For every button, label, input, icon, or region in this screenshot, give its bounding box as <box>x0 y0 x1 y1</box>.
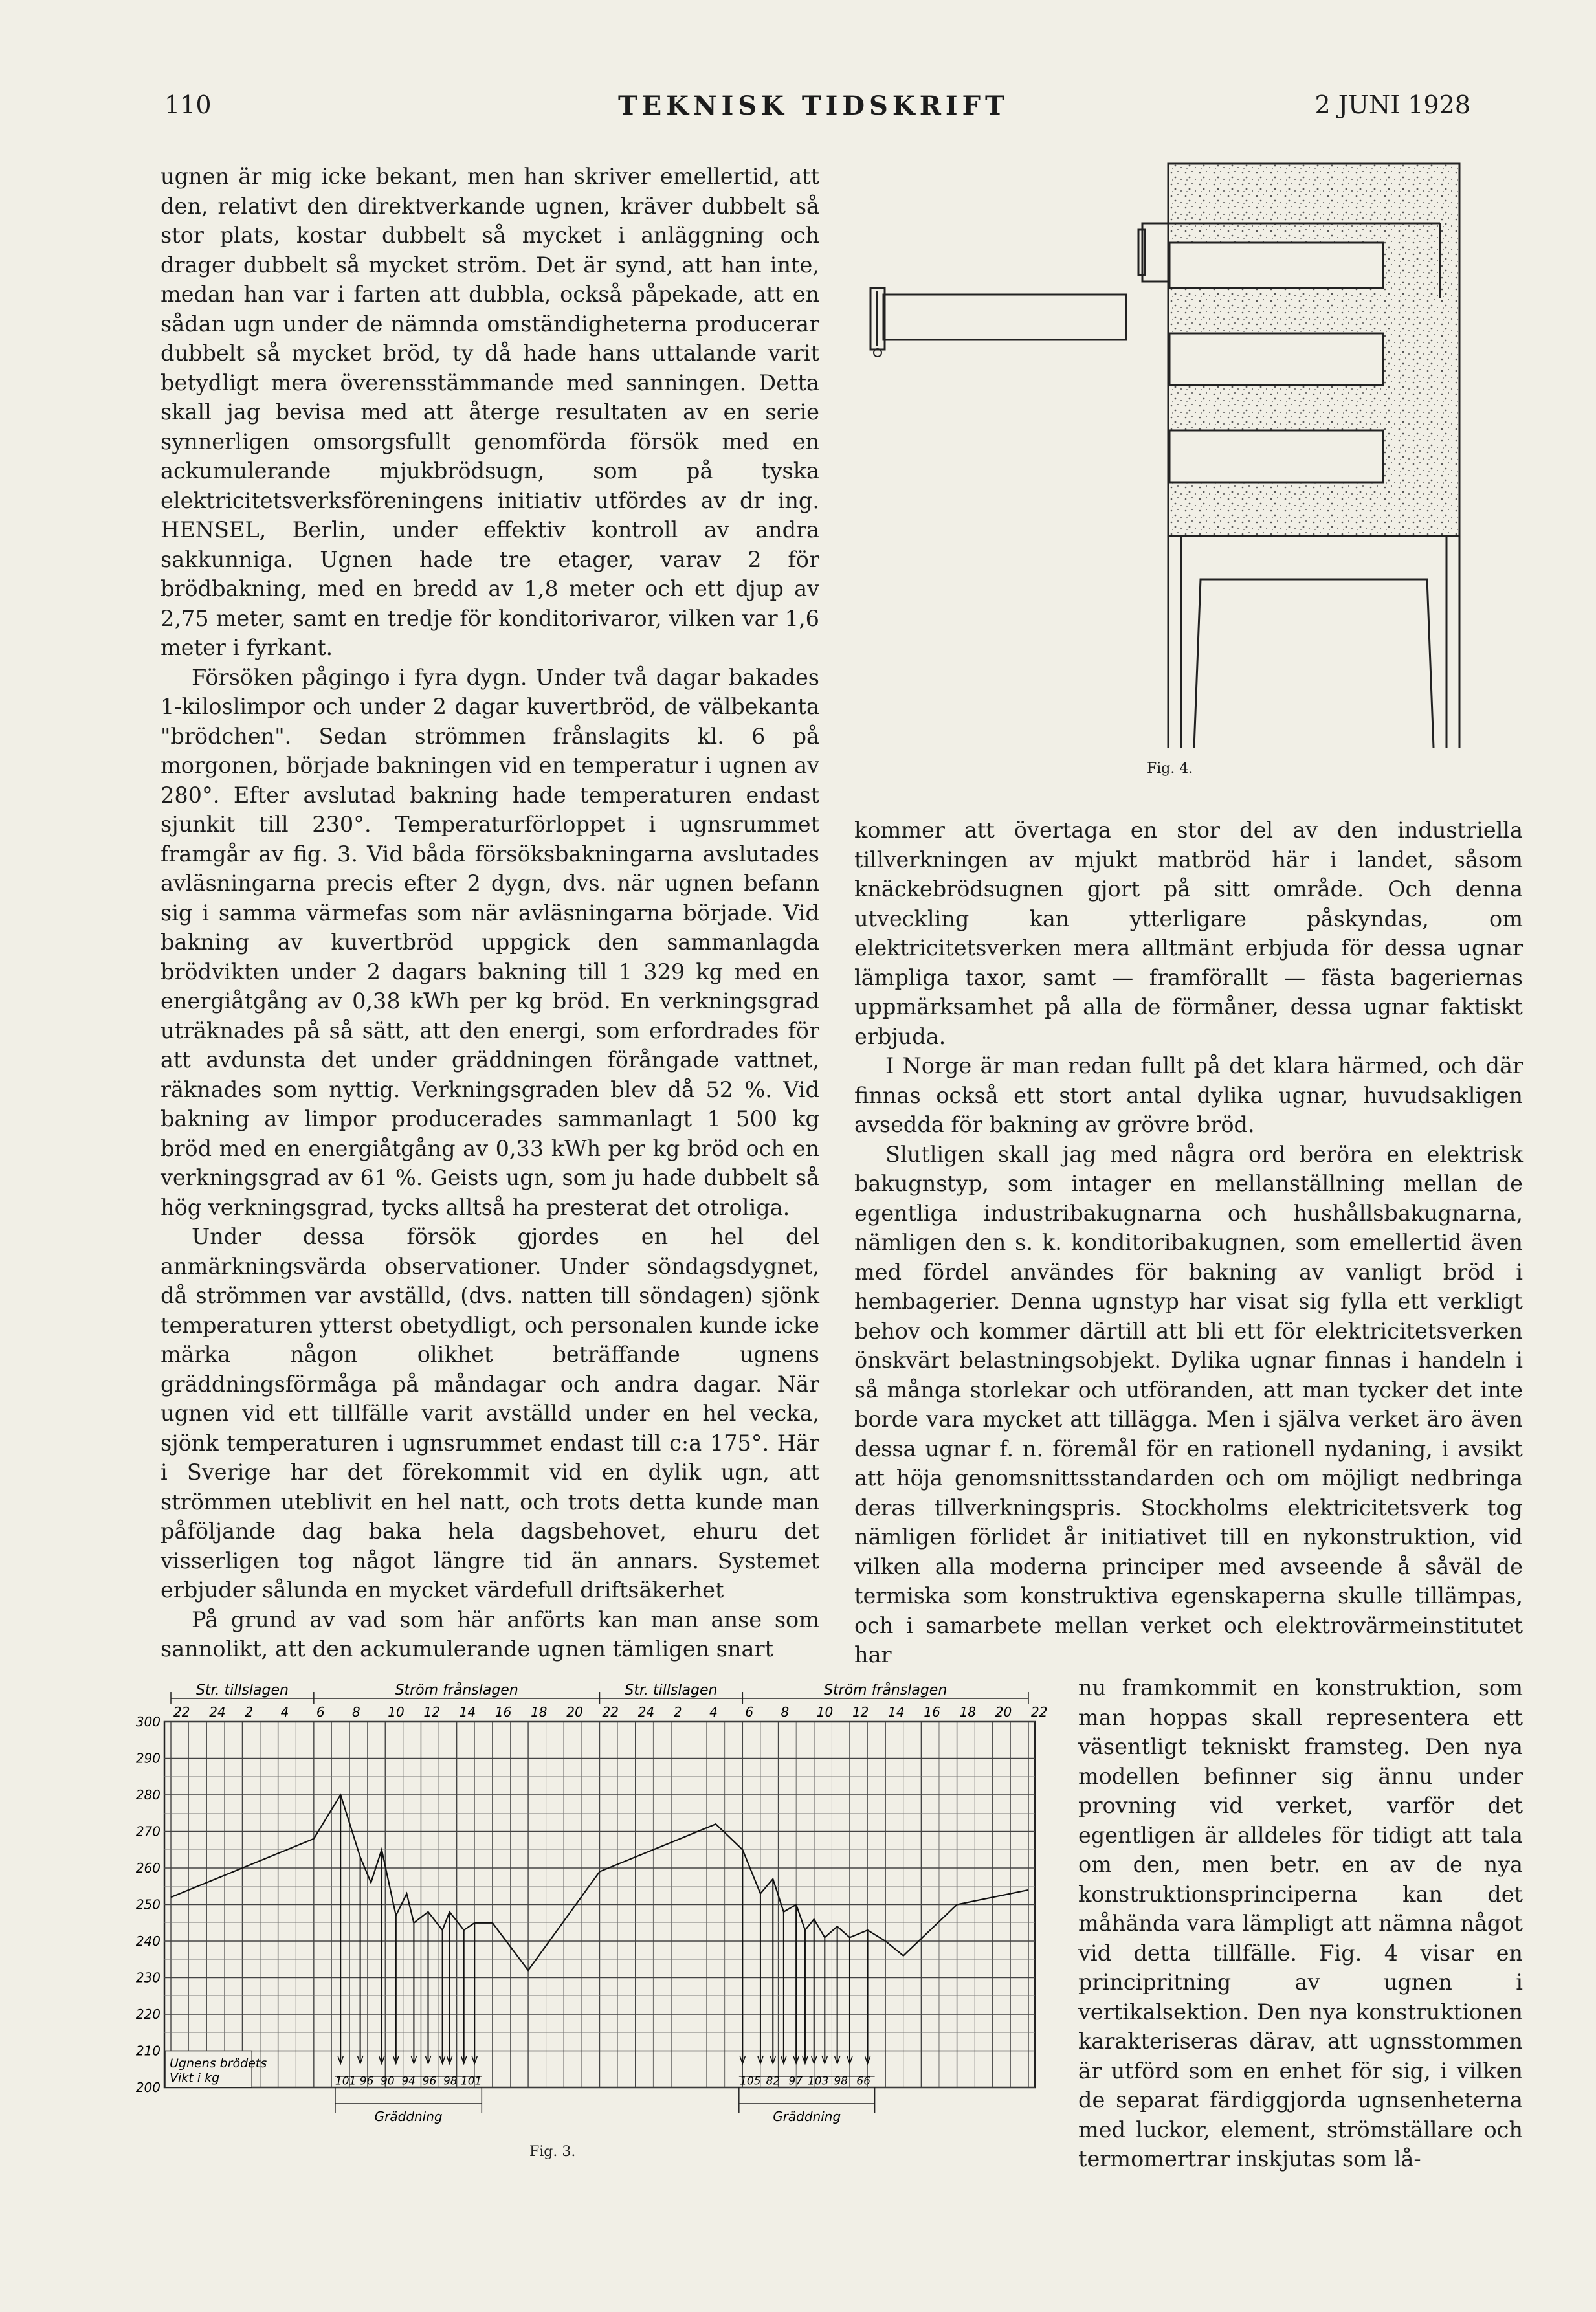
x-tick-label: 14 <box>888 1704 905 1720</box>
y-tick-label: 210 <box>135 2043 161 2059</box>
page-number: 110 <box>164 91 212 119</box>
weight-value: 90 <box>380 2074 395 2088</box>
switch-label: Ström frånslagen <box>395 1682 518 1698</box>
baking-label: Gräddning <box>374 2109 443 2124</box>
weight-label-line2: Vikt i kg <box>170 2071 220 2085</box>
y-tick-label: 300 <box>135 1714 161 1729</box>
x-tick-label: 22 <box>173 1704 190 1720</box>
weight-value: 101 <box>460 2074 482 2088</box>
x-tick-label: 16 <box>924 1704 940 1720</box>
x-tick-label: 18 <box>959 1704 977 1720</box>
x-tick-label: 2 <box>245 1704 254 1720</box>
y-tick-label: 260 <box>135 1860 161 1876</box>
y-tick-label: 220 <box>135 2006 161 2022</box>
left-column <box>161 162 819 1679</box>
y-tick-label: 200 <box>135 2080 161 2095</box>
paragraph: Slutligen skall jag med några ord beröra en elektrisk bakugnstyp, som intager en mellanställning mellan de egentliga industribakugnarna och hushållsbakugnarna, nämligen den s. k. konditoribakugnen, som emellertid även med fördel användes för bakning av vanligt bröd i hembagerier. Denna ugnstyp har visat sig fylla ett verkligt behov och kommer därtill att bli ett för elektricitetsverken önskvärt belastningsobjekt. Dylika ugnar finnas i handeln i så många storlekar och utföranden, att man tycker det inte borde vara mycket att tillägga. Men i själva verket äro även dessa ugnar f. n. föremål för en rationell nydaning, i avsikt att höja genomsnittsstandarden och om möjligt nedbringa deras tillverkningspris. Stockholms elektricitetsverk tog nämligen förlidet år initiativet till en nykonstruktion, vid vilken alla moderna principer med avseende å såväl de termiska som konstruktiva egenskaperna skulle tillämpas, och i samarbete mellan verket och elektrovärmeinstitutet har <box>854 1141 1523 1667</box>
paragraph: I Norge är man redan fullt på det klara härmed, och där finnas också ett stort antal dylika ugnar, huvudsakligen avsedda för bakning av grövre bröd. <box>854 1053 1523 1137</box>
y-tick-labels <box>136 1714 161 2095</box>
fig3-caption: Fig. 3. <box>529 2144 576 2160</box>
fig4-caption: Fig. 4. <box>1147 761 1193 777</box>
weight-value: 98 <box>443 2074 458 2088</box>
x-tick-label: 16 <box>494 1704 512 1720</box>
y-tick-label: 270 <box>135 1823 161 1840</box>
x-tick-label: 6 <box>316 1704 325 1720</box>
weight-value: 94 <box>401 2074 416 2088</box>
issue-date: 2 JUNI 1928 <box>1314 91 1470 119</box>
baking-label: Gräddning <box>773 2109 841 2124</box>
chart-grid <box>164 1722 1035 2087</box>
weight-value: 96 <box>422 2074 437 2088</box>
y-tick-label: 290 <box>135 1750 161 1766</box>
fig3-temperature-chart <box>135 1673 1061 2146</box>
right-column-top <box>854 816 1523 1673</box>
switch-label: Str. tillslagen <box>195 1682 289 1698</box>
x-tick-label: 8 <box>781 1704 790 1720</box>
x-tick-label: 12 <box>423 1704 440 1720</box>
x-tick-labels <box>173 1704 1047 1720</box>
weight-value: 105 <box>740 2074 761 2088</box>
x-tick-label: 14 <box>459 1704 476 1720</box>
journal-title: TEKNISK TIDSKRIFT <box>618 91 1009 121</box>
switch-label: Ström frånslagen <box>824 1682 948 1698</box>
x-tick-label: 10 <box>816 1704 834 1720</box>
paragraph: ugnen är mig icke bekant, men han skriver emellertid, att den, relativt den direktverkande ugnen, kräver dubbelt så stor plats, kostar dubbelt så mycket i anläggning och drager dubbelt så mycket ström. Det är synd, att han inte, medan han var i farten att dubbla, också påpekade, att en sådan ugn under de nämnda omständigheterna producerar dubbelt så mycket bröd, ty då hade hans uttalande varit betydligt mera överensstämmande med sanningen. Detta skall jag bevisa med att återge resultaten av en serie synnerligen omsorgsfullt genomförda försök med en ackumulerande mjukbrödsugn, som på tyska elektricitetsverksföreningens initiativ utfördes av dr ing. HENSEL, Berlin, under effektiv kontroll av andra sakkunniga. Ugnen hade tre etager, varav 2 för brödbakning, med en bredd av 1,8 meter och ett djup av 2,75 meter, samt en tredje för konditorivaror, vilken var 1,6 meter i fyrkant. <box>161 164 819 660</box>
x-tick-label: 22 <box>1031 1704 1048 1720</box>
right-column-narrow <box>1078 1673 1523 2172</box>
x-tick-label: 24 <box>637 1704 655 1720</box>
fig4-oven-drawing <box>870 159 1472 754</box>
weight-value: 96 <box>359 2074 374 2088</box>
paragraph: nu framkommit en konstruktion, som man hoppas skall representera ett väsentligt tekniskt framsteg. Den nya modellen befinner sig ännu under provning vid verket, varför det egentligen är alldeles för tidigt att tala om den, men betr. en av de nya konstruktionsprinciperna kan det måhända vara lämpligt att nämna något vid detta tillfälle. Fig. 4 visar en principritning av ugnen i vertikalsektion. Den nya konstruktionen karakteriseras därav, att ugnsstommen är utförd som en enhet för sig, i vilken de separat färdiggjorda ugnsenheterna med luckor, element, strömställare och termomertrar inskjutas som lå- <box>1078 1675 1523 2172</box>
paragraph: På grund av vad som här anförts kan man anse som sannolikt, att den ackumulerande ugnen tämligen snart <box>161 1606 819 1662</box>
chart-annotations <box>165 1682 1028 2124</box>
weight-value: 98 <box>834 2074 848 2088</box>
weight-label-line1: Ugnens brödets <box>170 2056 267 2071</box>
switch-label: Str. tillslagen <box>625 1682 718 1698</box>
y-tick-label: 230 <box>135 1970 161 1986</box>
x-tick-label: 10 <box>388 1704 405 1720</box>
x-tick-label: 24 <box>209 1704 226 1720</box>
y-tick-label: 280 <box>135 1787 161 1803</box>
paragraph: kommer att övertaga en stor del av den industriella tillverkningen av mjukt matbröd här i landet, såsom knäckebrödsugnen gjort på sitt område. Och denna utveckling kan ytterligare påskyndas, om elektricitetsverken mera alltmänt erbjuda för dessa ugnar lämpliga taxor, samt — framförallt — fästa bageriernas uppmärksamhet på alla de förmåner, dessa ugnar faktiskt erbjuda. <box>854 817 1523 1049</box>
weight-value: 66 <box>856 2074 870 2088</box>
x-tick-label: 4 <box>280 1704 289 1720</box>
x-tick-label: 22 <box>602 1704 619 1720</box>
paragraph: Under dessa försök gjordes en hel del anmärkningsvärda observationer. Under söndagsdygnet, då strömmen var avställd, (dvs. natten till söndagen) sjönk temperaturen ytterst obetydligt, och personalen kunde icke märka någon olikhet beträffande ugnens gräddningsförmåga på måndagar och andra dagar. När ugnen vid ett tillfälle varit avställd under en hel vecka, sjönk temperaturen i ugnsrummet endast till c:a 175°. Här i Sverige har det förekommit vid en dylik ugn, att strömmen uteblivit en hel natt, och trots detta kunde man påföljande dag baka hela dagsbehovet, ehuru det visserligen tog något längre tid än annars. Systemet erbjuder sålunda en mycket värdefull driftsäkerhet <box>161 1224 819 1603</box>
x-tick-label: 2 <box>673 1704 682 1720</box>
weight-value: 82 <box>766 2074 781 2088</box>
x-tick-label: 18 <box>531 1704 548 1720</box>
weight-value: 97 <box>788 2074 803 2088</box>
x-tick-label: 6 <box>745 1704 754 1720</box>
y-tick-label: 240 <box>135 1933 161 1949</box>
x-tick-label: 12 <box>852 1704 869 1720</box>
paragraph: Försöken pågingo i fyra dygn. Under två dagar bakades 1-kiloslimpor och under 2 dagar kuvertbröd, de välbekanta "brödchen". Sedan strömmen frånslagits kl. 6 på morgonen, började bakningen vid en temperatur i ugnen av 280°. Efter avslutad bakning hade temperaturen endast sjunkit till 230°. Temperaturförloppet i ugnsrummet framgår av fig. 3. Vid båda försöksbakningarna avslutades avläsningarna precis efter 2 dygn, dvs. när ugnen befann sig i samma värmefas som när avläsningarna började. Vid bakning av kuvertbröd uppgick den sammanlagda brödvikten under 2 dagars bakning till 1 329 kg med en energiåtgång av 0,38 kWh per kg bröd. En verkningsgrad uträknades på så sätt, att den energi, som erfordrades för att avdunsta det under gräddningen förångade vattnet, räknades som nyttig. Verkningsgraden blev då 52 %. Vid bakning av limpor producerades sammanlagt 1 500 kg bröd med en energiåtgång av 0,33 kWh per kg bröd och en verkningsgrad av 61 %. Geists ugn, som ju hade dubbelt så hög verkningsgrad, tycks alltså ha presterat det otroliga. <box>161 664 819 1220</box>
x-tick-label: 20 <box>566 1704 583 1720</box>
y-tick-label: 250 <box>135 1896 161 1913</box>
x-tick-label: 4 <box>709 1704 718 1720</box>
weight-value: 103 <box>807 2074 829 2088</box>
x-tick-label: 8 <box>352 1704 360 1720</box>
x-tick-label: 20 <box>995 1704 1012 1720</box>
weight-value: 101 <box>335 2074 357 2088</box>
